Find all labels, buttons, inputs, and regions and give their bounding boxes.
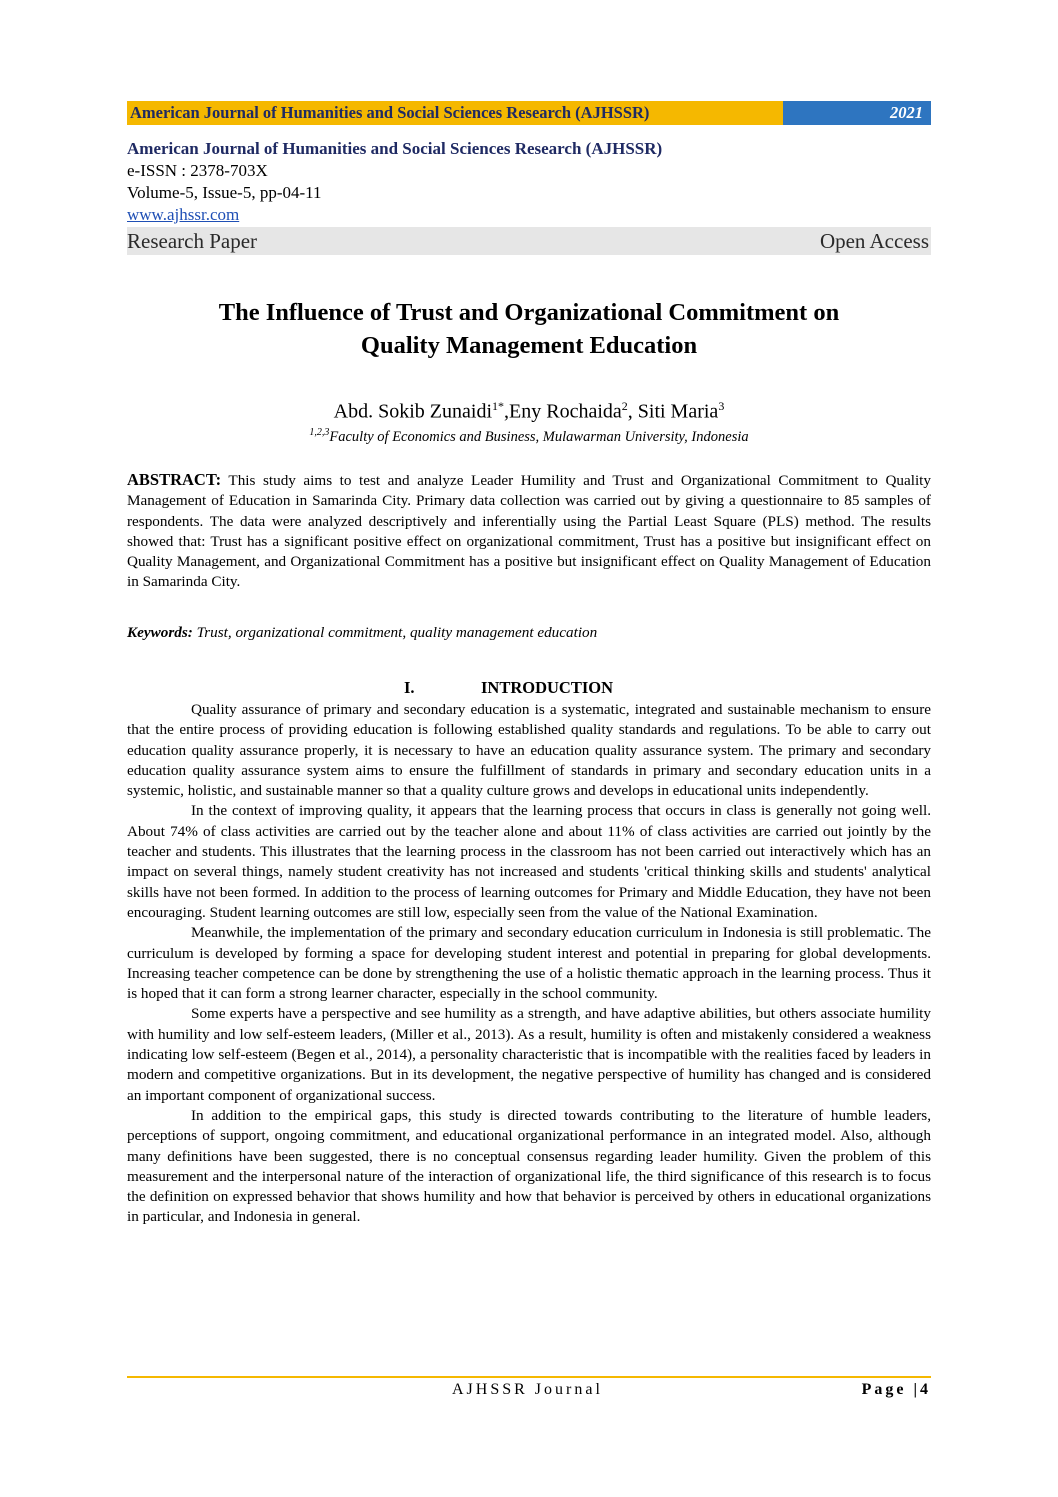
author-name: Eny Rochaida	[509, 400, 622, 423]
journal-meta	[127, 138, 931, 255]
banner-journal-name: American Journal of Humanities and Social Sciences Research (AJHSSR)	[127, 101, 783, 125]
page-footer	[127, 1381, 931, 1403]
abstract-label: ABSTRACT:	[127, 470, 222, 489]
keywords-label: Keywords:	[127, 624, 193, 641]
section-title: INTRODUCTION	[481, 678, 614, 697]
affiliation-superscript: 1,2,3	[309, 427, 330, 438]
paragraph: Some experts have a perspective and see humility as a strength, and have adaptive abilities, but others associate humility with humility and low self-esteem leaders, (Miller et al., 2013). As a result, humility is often and mistakenly considered a weakness indicating low self-esteem (Begen et al., 2014), a personality characteristic that is incompatible with the realities faced by leaders in modern and competitive organizations. But in its development, the negative perspective of humility has changed and is considered an important component of organizational success.	[127, 1005, 931, 1104]
paragraph: In addition to the empirical gaps, this study is directed towards contributing to the literature of humble leaders, perceptions of support, ongoing commitment, and educational organizational performance in an integrated model. Also, although many definitions have been suggested, there is no conceptual consensus regarding leader humility. Given the problem of this measurement and the interpersonal nature of the interaction of organizational life, the third significance of this research is to focus the definition on expressed behavior that shows humility and how that behavior is perceived by others in educational organizations in particular, and Indonesia in general.	[127, 1106, 931, 1226]
section-number: I.	[404, 678, 415, 697]
author-superscript: 1*	[492, 399, 505, 413]
keywords-text: Trust, organizational commitment, quality management education	[196, 624, 598, 641]
affiliation	[127, 423, 931, 447]
abstract	[127, 470, 931, 593]
paragraph: In the context of improving quality, it appears that the learning process that occurs in class is generally not going well. About 74% of class activities are carried out by the teacher alone and about 11% of class activities are carried out jointly by the teacher and students. This illustrates that the learning process in the classroom has not been carried out interactively which has an impact on several things, namely student creativity has not increased and students 'critical thinking skills and students' analytical skills have not been formed. In addition to the process of learning outcomes for Primary and Middle Education, they have not been encouraging. Student learning outcomes are still low, especially seen from the value of the National Examination.	[127, 802, 931, 921]
title-line-1: The Influence of Trust and Organizational Commitment on	[218, 299, 840, 326]
author-superscript: 2	[621, 399, 628, 413]
paragraph: Meanwhile, the implementation of the primary and secondary education curriculum in Indonesia is still problematic. The curriculum is developed by forming a space for developing student interest and potential in preparing for global developments. Increasing teacher competence can be done by strengthening the use of a holistic thematic approach in the learning process. Thus it is hoped that it can form a strong learner character, especially in the school community.	[127, 924, 931, 1003]
page-number: Page |4	[861, 1381, 931, 1398]
paper-title	[127, 296, 931, 362]
journal-banner	[127, 101, 931, 125]
footer-divider	[127, 1376, 931, 1378]
keywords	[127, 623, 931, 643]
paragraph: Quality assurance of primary and secondary education is a systematic, integrated and sustainable mechanism to ensure that the entire process of providing education is following established quality standards and regulations. To be able to carry out education quality assurance properly, it is necessary to have an education quality assurance system. The primary and secondary education quality assurance system aims to ensure the fulfillment of standards in primary and secondary education units in a systemic, holistic, and sustainable manner so that a quality culture grows and develops in educational units independently.	[127, 701, 931, 800]
author-list: Abd. Sokib Zunaidi$^{1*}$,Eny Rochaida$^2$, Siti Maria$^3$	[333, 399, 725, 423]
article-type: Research Paper	[127, 229, 258, 253]
title-line-2: Quality Management Education	[360, 332, 698, 359]
footer-journal: AJHSSR Journal	[452, 1381, 603, 1398]
author-name: Siti Maria	[637, 400, 719, 423]
introduction-body	[127, 700, 931, 1228]
author-name: Abd. Sokib Zunaidi	[333, 400, 493, 423]
article-type-bar	[127, 227, 931, 255]
author-superscript: 3	[718, 399, 725, 413]
meta-eissn: e-ISSN : 2378-703X	[127, 161, 268, 180]
meta-journal-name: American Journal of Humanities and Social Sciences Research (AJHSSR)	[127, 139, 663, 158]
access-type: Open Access	[819, 229, 929, 253]
abstract-text: This study aims to test and analyze Leader Humility and Trust and Organizational Commitment to Quality Management of Education in Samarinda City. Primary data collection was carried out by giving a questionnaire to 85 samples of respondents. The data were analyzed descriptively and inferentially using the Partial Least Square (PLS) method. The results showed that: Trust has a significant positive effect on organizational commitment, Trust has a positive but insignificant effect on Quality Management, and Organizational Commitment has a positive but insignificant effect on Quality Management of Education in Samarinda City.	[127, 472, 931, 591]
journal-website-link[interactable]: www.ajhssr.com	[127, 205, 240, 224]
meta-volume: Volume-5, Issue-5, pp-04-11	[127, 183, 322, 202]
affiliation-text: Faculty of Economics and Business, Mulawarman University, Indonesia	[329, 428, 749, 445]
banner-year: 2021	[783, 101, 931, 125]
